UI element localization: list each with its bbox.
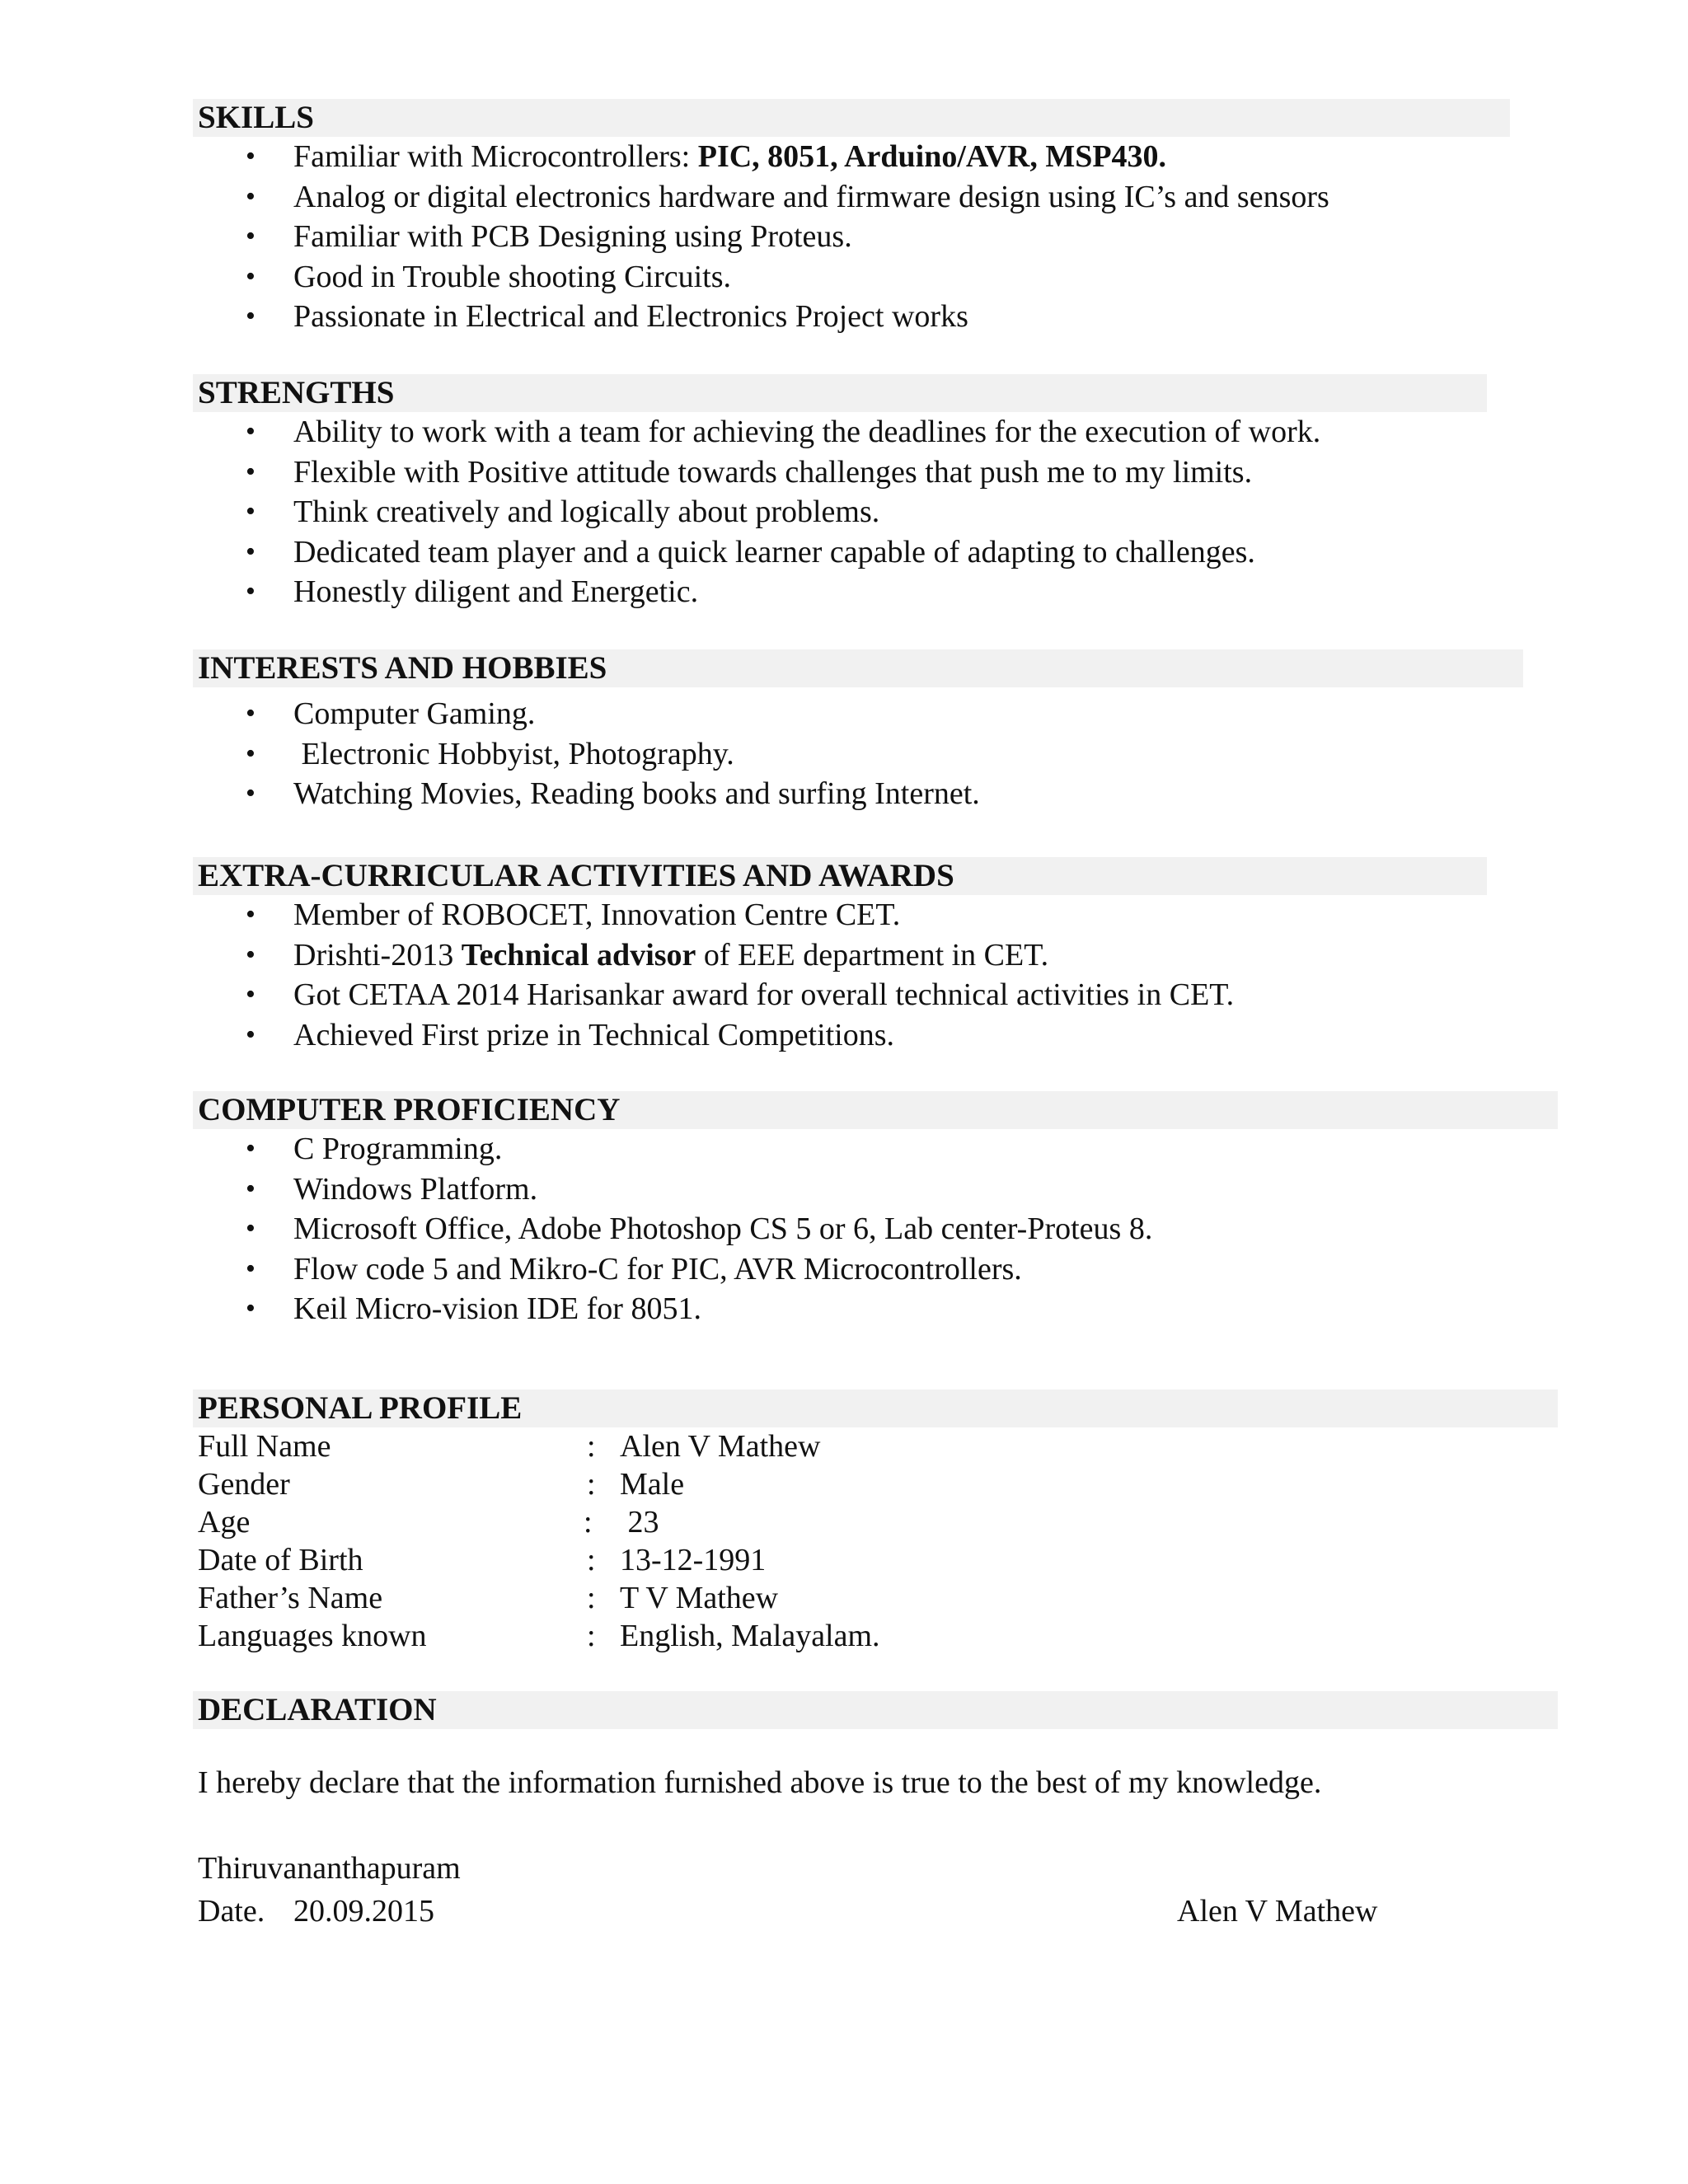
section-heading: COMPUTER PROFICIENCY xyxy=(193,1091,1558,1129)
extra-curricular-list xyxy=(193,895,1487,1055)
place: Thiruvananthapuram xyxy=(198,1851,461,1886)
bullet-icon: • xyxy=(246,141,256,171)
skills-section xyxy=(193,99,1510,337)
profile-label: Full Name xyxy=(198,1429,331,1464)
list-item: • Watching Movies, Reading books and surfing Internet. xyxy=(193,774,1523,814)
list-item: • Keil Micro-vision IDE for 8051. xyxy=(193,1289,1558,1329)
list-item: • Microsoft Office, Adobe Photoshop CS 5 or 6, Lab center-Proteus 8. xyxy=(193,1209,1558,1249)
list-item: • Passionate in Electrical and Electronics Project works xyxy=(193,297,1510,337)
profile-value: T V Mathew xyxy=(620,1581,779,1615)
bullet-icon: • xyxy=(246,456,256,487)
bullet-icon: • xyxy=(246,778,256,808)
list-item: • Dedicated team player and a quick learner capable of adapting to challenges. xyxy=(193,532,1487,573)
bullet-icon: • xyxy=(246,899,256,930)
personal-profile-table xyxy=(193,1427,1558,1655)
bullet-icon: • xyxy=(246,576,256,607)
list-item: • C Programming. xyxy=(193,1129,1558,1169)
list-item: • Good in Trouble shooting Circuits. xyxy=(193,257,1510,298)
computer-proficiency-list xyxy=(193,1129,1558,1329)
personal-profile-section xyxy=(193,1390,1558,1655)
bullet-icon: • xyxy=(246,1293,256,1324)
section-heading: SKILLS xyxy=(193,99,1510,137)
list-item: • Achieved First prize in Technical Competitions. xyxy=(193,1015,1487,1056)
list-item: • Flexible with Positive attitude towards challenges that push me to my limits. xyxy=(193,452,1487,493)
list-item: • Drishti-2013 Technical advisor of EEE department in CET. xyxy=(193,935,1487,976)
bullet-icon: • xyxy=(246,260,256,292)
section-heading: INTERESTS AND HOBBIES xyxy=(193,649,1523,687)
list-item: • Windows Platform. xyxy=(193,1169,1558,1210)
skills-list xyxy=(193,137,1510,337)
list-item: • Analog or digital electronics hardware and firmware design using IC’s and sensors xyxy=(193,177,1510,218)
profile-label: Languages known xyxy=(198,1619,427,1653)
list-item: • Electronic Hobbyist, Photography. xyxy=(193,734,1523,775)
bullet-icon: • xyxy=(246,939,256,970)
profile-value: English, Malayalam. xyxy=(620,1619,880,1653)
bullet-icon: • xyxy=(246,496,256,527)
bullet-icon: • xyxy=(246,1133,256,1164)
signature-name: Alen V Mathew xyxy=(1177,1894,1378,1929)
bullet-icon: • xyxy=(246,738,256,769)
profile-row: Father’s Name : T V Mathew xyxy=(198,1581,779,1615)
bullet-icon: • xyxy=(246,536,256,567)
bullet-icon: • xyxy=(246,180,256,212)
profile-row: Full Name : Alen V Mathew xyxy=(198,1429,821,1464)
list-item: • Familiar with Microcontrollers: PIC, 8051, Arduino/AVR, MSP430. xyxy=(193,137,1510,177)
list-item: • Ability to work with a team for achieving the deadlines for the execution of work. xyxy=(193,412,1487,452)
declaration-text: I hereby declare that the information furnished above is true to the best of my knowledge. xyxy=(198,1765,1322,1800)
declaration-section xyxy=(193,1691,1558,1729)
bullet-icon: • xyxy=(246,979,256,1010)
extra-curricular-section xyxy=(193,857,1487,1055)
profile-value: 23 xyxy=(620,1505,659,1540)
profile-row: Age : 23 xyxy=(198,1505,659,1540)
list-item: • Honestly diligent and Energetic. xyxy=(193,572,1487,612)
profile-label: Date of Birth xyxy=(198,1543,363,1577)
bullet-icon: • xyxy=(246,1213,256,1244)
bullet-icon: • xyxy=(246,221,256,251)
strengths-section xyxy=(193,374,1487,612)
list-item: • Think creatively and logically about problems. xyxy=(193,492,1487,532)
section-heading: STRENGTHS xyxy=(193,374,1487,412)
profile-row: Gender : Male xyxy=(198,1467,685,1502)
list-item: • Familiar with PCB Designing using Proteus. xyxy=(193,217,1510,257)
profile-value: Male xyxy=(620,1467,685,1502)
bullet-icon: • xyxy=(246,1253,256,1284)
profile-value: Alen V Mathew xyxy=(620,1429,821,1464)
list-item: • Got CETAA 2014 Harisankar award for overall technical activities in CET. xyxy=(193,975,1487,1015)
section-heading: EXTRA-CURRICULAR ACTIVITIES AND AWARDS xyxy=(193,857,1487,895)
profile-value: 13-12-1991 xyxy=(620,1543,767,1577)
bullet-icon: • xyxy=(246,1019,256,1050)
interests-list xyxy=(193,694,1523,814)
bullet-icon: • xyxy=(246,416,256,447)
date-value: 20.09.2015 xyxy=(293,1894,434,1929)
bullet-icon: • xyxy=(246,301,256,331)
computer-proficiency-section xyxy=(193,1091,1558,1329)
bullet-icon: • xyxy=(246,1173,256,1204)
list-item: • Member of ROBOCET, Innovation Centre CET. xyxy=(193,895,1487,935)
profile-row: Languages known : English, Malayalam. xyxy=(198,1619,880,1653)
bullet-icon: • xyxy=(246,698,256,729)
profile-row: Date of Birth : 13-12-1991 xyxy=(198,1543,767,1577)
strengths-list xyxy=(193,412,1487,612)
section-heading: DECLARATION xyxy=(193,1691,1558,1729)
profile-label: Father’s Name xyxy=(198,1581,383,1615)
interests-section xyxy=(193,649,1523,814)
list-item: • Computer Gaming. xyxy=(193,694,1523,734)
section-heading: PERSONAL PROFILE xyxy=(193,1390,1558,1427)
profile-label: Gender xyxy=(198,1467,290,1502)
date-label: Date. xyxy=(198,1894,265,1929)
profile-label: Age xyxy=(198,1505,251,1540)
list-item: • Flow code 5 and Mikro-C for PIC, AVR Microcontrollers. xyxy=(193,1249,1558,1290)
